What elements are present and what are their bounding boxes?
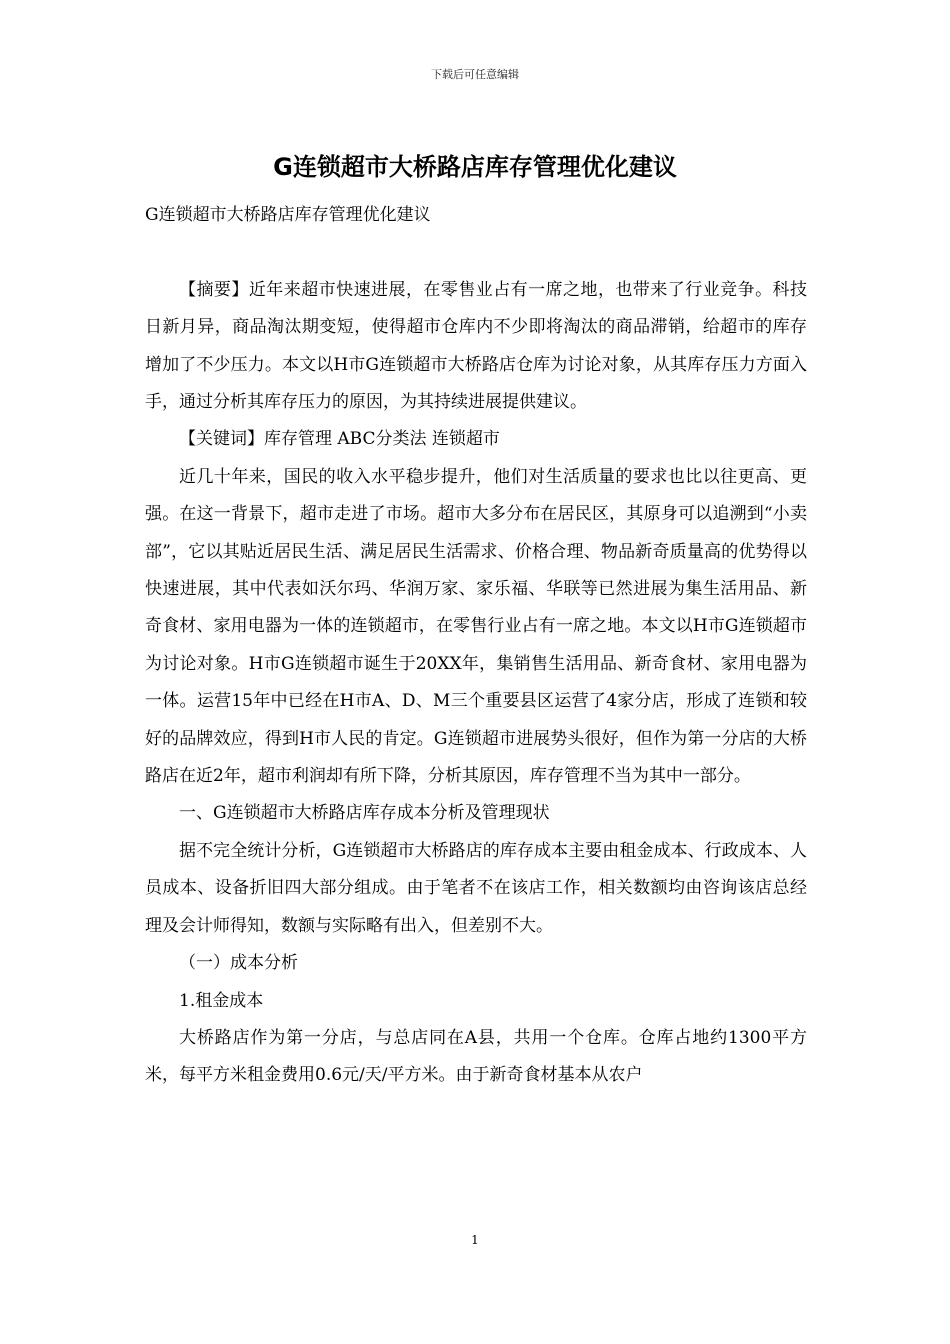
blank-line [145, 234, 807, 271]
section-paragraph: 据不完全统计分析，G连锁超市大桥路店的库存成本主要由租金成本、行政成本、人员成本、设备折旧四大部分组成。由于笔者不在该店工作，相关数额均由咨询该店总经理及会计师得知，数额与实际略有出入，但差别不大。 [145, 840, 807, 936]
item-heading: 1.租金成本 [179, 990, 264, 1011]
intro-paragraph: 近几十年来，国民的收入水平稳步提升，他们对生活质量的要求也比以往更高、更强。在这一背景下，超市走进了市场。超市大多分布在居民区，其原身可以追溯到“小卖部”，它以其贴近居民生活、满足居民生活需求、价格合理、物品新奇质量高的优势得以快速进展，其中代表如沃尔玛、华润万家、家乐福、华联等已然进展为集生活用品、新奇食材、家用电器为一体的连锁超市，在零售行业占有一席之地。本文以H市G连锁超市为讨论对象。H市G连锁超市诞生于20XX年，集销售生活用品、新奇食材、家用电器为一体。运营15年中已经在H市A、D、M三个重要县区运营了4家分店，形成了连锁和较好的品牌效应，得到H市人民的肯定。G连锁超市进展势头很好，但作为第一分店的大桥路店在近2年，超市利润却有所下降，分析其原因，库存管理不当为其中一部分。 [145, 466, 807, 787]
abstract-paragraph: 【摘要】近年来超市快速进展，在零售业占有一席之地，也带来了行业竞争。科技日新月异，商品淘汰期变短，使得超市仓库内不少即将淘汰的商品滞销，给超市的库存增加了不少压力。本文以H市G连锁超市大桥路店仓库为讨论对象，从其库存压力方面入手，通过分析其库存压力的原因，为其持续进展提供建议。 [145, 279, 807, 413]
section-heading: 一、G连锁超市大桥路店库存成本分析及管理现状 [179, 803, 550, 824]
page-number: 1 [471, 1233, 479, 1247]
header-note: 下载后可任意编辑 [431, 68, 519, 81]
document-body [145, 197, 807, 1095]
keywords-paragraph: 【关键词】库存管理 ABC分类法 连锁超市 [179, 429, 500, 450]
subsection-heading: （一）成本分析 [179, 953, 298, 974]
page-title: G连锁超市大桥路店库存管理优化建议 [273, 153, 677, 181]
subtitle-paragraph: G连锁超市大桥路店库存管理优化建议 [145, 205, 431, 225]
item-paragraph: 大桥路店作为第一分店，与总店同在A县，共用一个仓库。仓库占地约1300平方米，每平方米租金费用0.6元/天/平方米。由于新奇食材基本从农户 [145, 1027, 807, 1086]
